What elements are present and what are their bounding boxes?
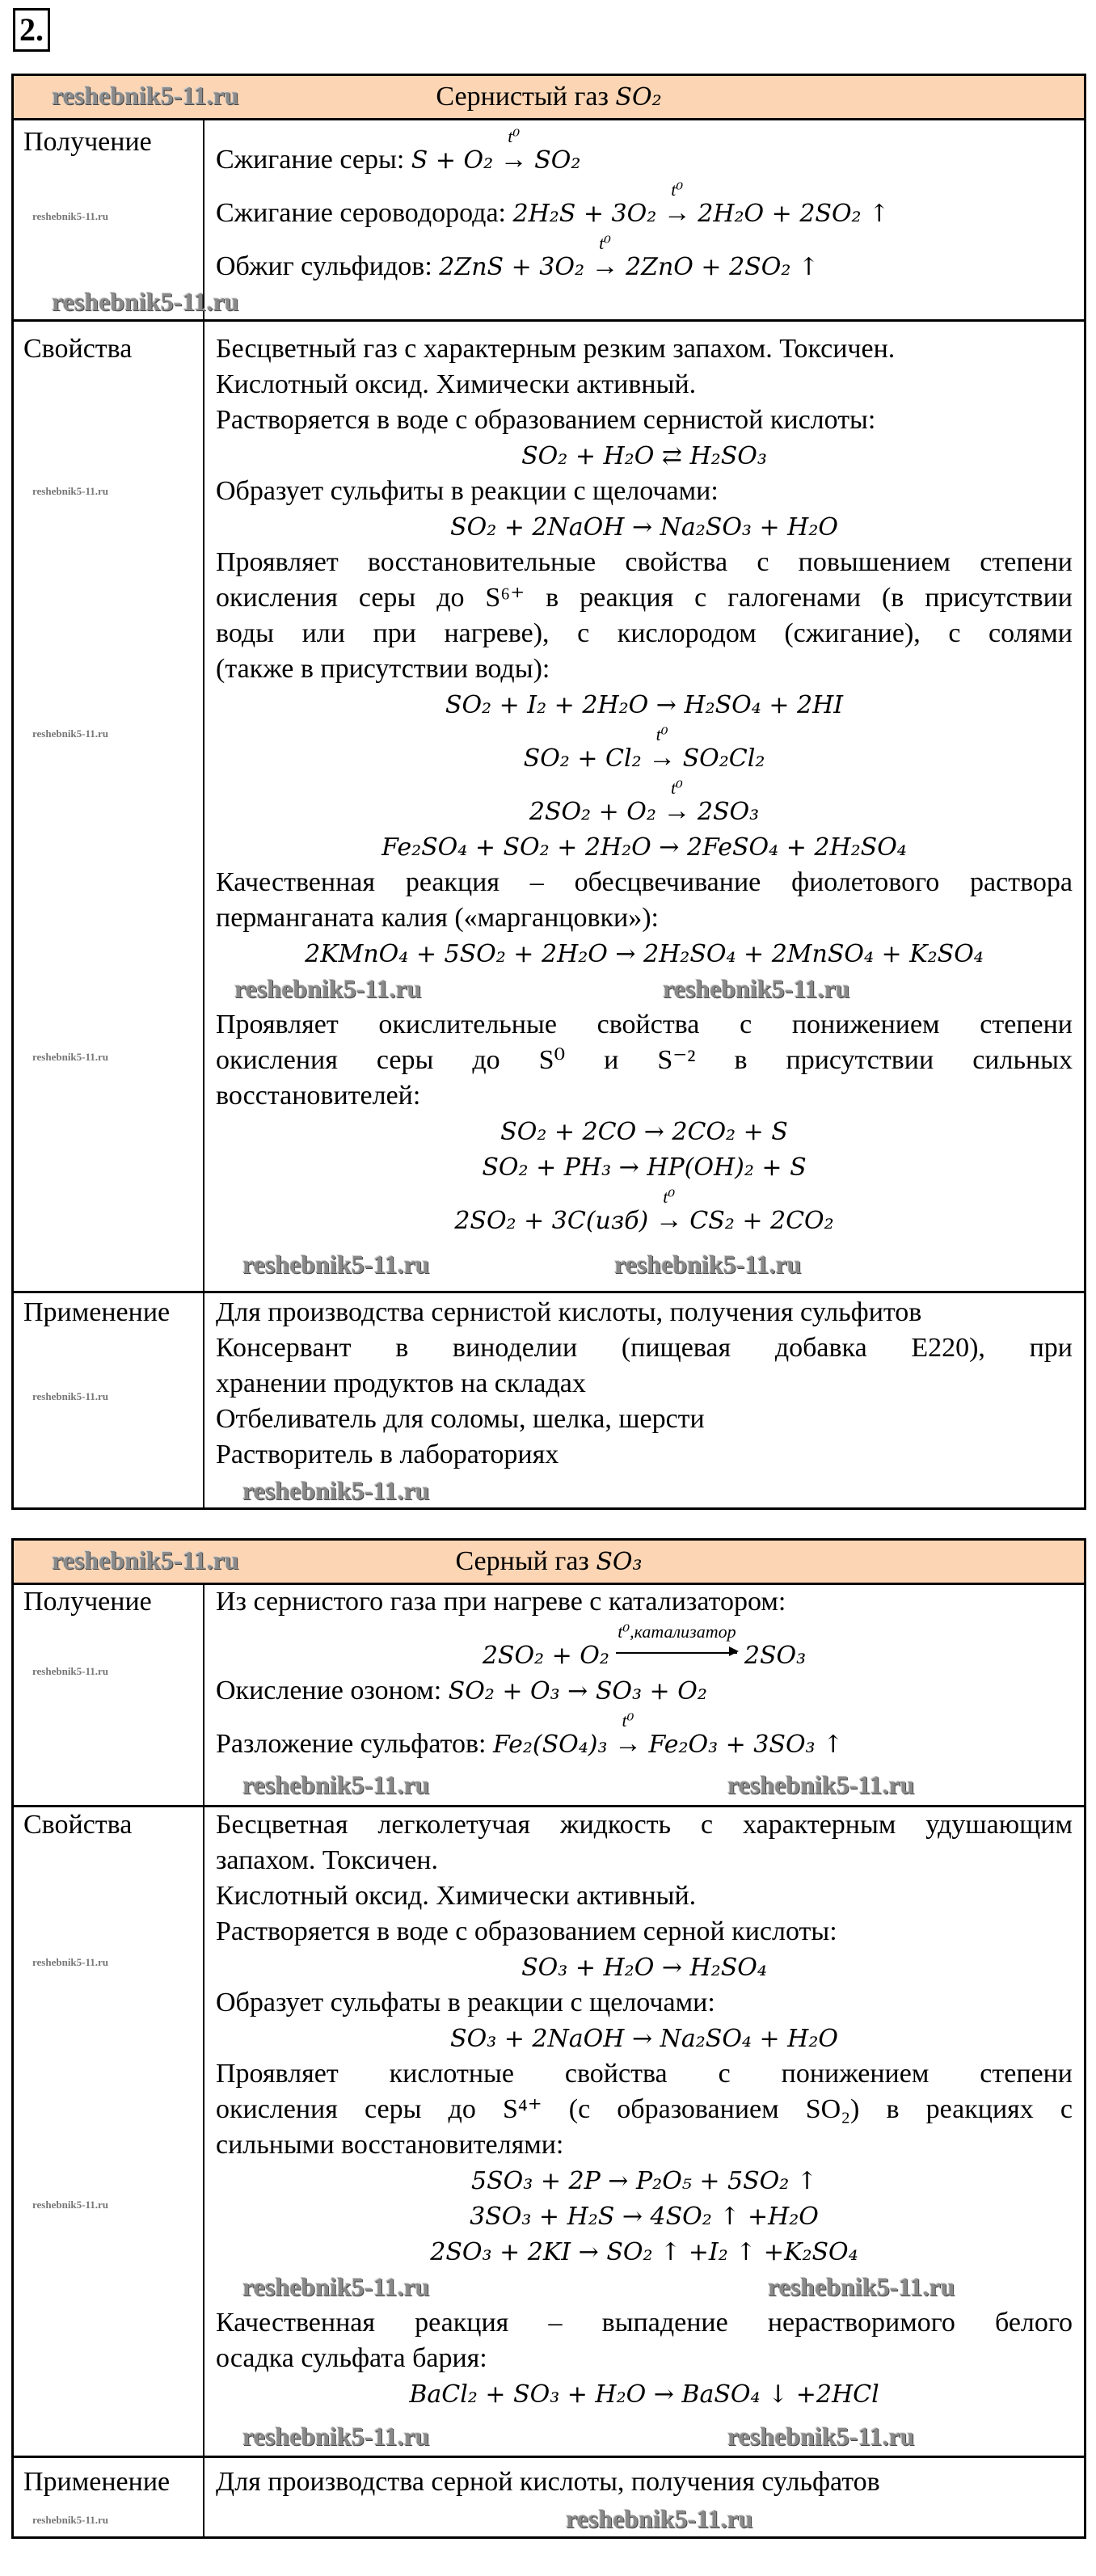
equation-line bbox=[216, 829, 1073, 865]
reaction-condition: t⁰ bbox=[655, 724, 668, 744]
text-line: запахом. Токсичен. bbox=[216, 1845, 438, 1875]
row-content bbox=[204, 1583, 1084, 1805]
watermark-logo: reshebnik5-11.ru bbox=[32, 2514, 109, 2526]
text-line: Бесцветная легколетучая жидкость с характерным удушающим bbox=[216, 1810, 1073, 1840]
equation-left: SO₂ + 2NaOH → Na₂SO₃ + H₂O bbox=[450, 513, 838, 542]
equation-right: Fe₂O₃ + 3SO₃ ↑ bbox=[648, 1731, 844, 1759]
text-line: Консервант в виноделии (пищевая добавка Е220), при bbox=[216, 1333, 1073, 1363]
watermark-logo: reshebnik5-11.ru bbox=[663, 974, 850, 1003]
reaction-arrow-icon bbox=[614, 1710, 643, 1762]
watermark-logo: reshebnik5-11.ru bbox=[32, 727, 109, 740]
text-line: Для производства серной кислоты, получения сульфатов bbox=[216, 2467, 880, 2497]
equation-left: SO₃ + 2NaOH → Na₂SO₄ + H₂O bbox=[450, 2025, 838, 2053]
equation-line bbox=[216, 2163, 1073, 2199]
watermark-logo: reshebnik5-11.ru bbox=[52, 1545, 239, 1575]
equation-line bbox=[216, 1114, 1073, 1149]
watermark-logo: reshebnik5-11.ru bbox=[32, 485, 109, 497]
equation-left: SO₂ + I₂ + 2H₂O → H₂SO₄ + 2HI bbox=[445, 691, 844, 719]
blank-line bbox=[216, 972, 1073, 1007]
text-line: перманганата калия («марганцовки»): bbox=[216, 903, 660, 933]
blank-line bbox=[216, 2270, 1073, 2305]
reaction-arrow-icon bbox=[648, 724, 677, 776]
watermark-logo: reshebnik5-11.ru bbox=[614, 1250, 802, 1279]
equation-line bbox=[216, 124, 1073, 178]
watermark-logo: reshebnik5-11.ru bbox=[32, 210, 109, 222]
reaction-condition: t⁰ bbox=[663, 1187, 676, 1207]
equation-right: SO₂Cl₂ bbox=[682, 744, 765, 773]
watermark-logo: reshebnik5-11.ru bbox=[566, 2504, 753, 2533]
table-row-application bbox=[14, 2458, 1084, 2539]
text-line: Качественная реакция – обесцвечивание фиолетового раствора bbox=[216, 867, 1073, 897]
table-header bbox=[14, 76, 1084, 120]
equation-right: 2SO₃ bbox=[697, 798, 760, 826]
text-line: окисления серы до S⁶⁺ в реакция с галогенами (в присутствии bbox=[216, 583, 1073, 613]
long-arrow-icon bbox=[616, 1652, 737, 1654]
equation-left: Fe₂(SO₄)₃ bbox=[492, 1731, 608, 1759]
equation-left: 2SO₂ + 3C(изб) bbox=[454, 1207, 649, 1235]
text-line: Растворяется в воде с образованием сернистой кислоты: bbox=[216, 405, 876, 435]
equation-line bbox=[216, 936, 1073, 972]
table-title: Серный газ bbox=[455, 1546, 596, 1576]
text-line: окисления серы до S⁰ и S⁻² в присутствии сильных bbox=[216, 1045, 1073, 1075]
equation-left: 2H₂S + 3O₂ bbox=[512, 200, 657, 228]
equation-right: SO₂ bbox=[534, 146, 581, 175]
reaction-arrow-icon bbox=[663, 778, 691, 829]
table-title: Сернистый газ bbox=[436, 82, 616, 112]
row-label: Получение bbox=[14, 1583, 204, 1805]
equation-line bbox=[216, 2376, 1073, 2412]
row-content bbox=[204, 1293, 1084, 1510]
equation-left: 2SO₂ + O₂ bbox=[529, 798, 656, 826]
text-line: осадка сульфата бария: bbox=[216, 2343, 487, 2373]
table-row-obtaining bbox=[14, 1583, 1084, 1807]
watermark-logo: reshebnik5-11.ru bbox=[242, 1476, 430, 1505]
watermark-logo: reshebnik5-11.ru bbox=[32, 2199, 109, 2211]
equation-left: SO₃ + H₂O → H₂SO₄ bbox=[521, 1954, 767, 1982]
arrow-glyph: → bbox=[663, 198, 691, 228]
watermark-logo: reshebnik5-11.ru bbox=[32, 1051, 109, 1063]
equation-left: 2ZnS + 3O₂ bbox=[439, 253, 585, 281]
equation-left: SO₂ + O₃ → SO₃ + O₂ bbox=[448, 1677, 707, 1705]
text-line: Образует сульфаты в реакции с щелочами: bbox=[216, 1988, 715, 2017]
row-label: Применение bbox=[14, 2458, 204, 2539]
reaction-condition: t⁰ bbox=[670, 778, 683, 798]
table-title-formula: SO₂ bbox=[615, 83, 662, 112]
arrow-glyph: → bbox=[500, 145, 528, 175]
equation-line bbox=[216, 509, 1073, 545]
row-label: Применение bbox=[14, 1293, 204, 1510]
table-row-properties bbox=[14, 1807, 1084, 2458]
arrow-glyph: → bbox=[655, 1205, 683, 1235]
equation-line bbox=[216, 231, 1073, 285]
watermark-logo: reshebnik5-11.ru bbox=[32, 1665, 109, 1677]
equation-left: 2SO₃ + 2KI → SO₂ ↑ +I₂ ↑ +K₂SO₄ bbox=[430, 2238, 858, 2266]
equation-line bbox=[216, 2234, 1073, 2270]
row-label: Получение bbox=[14, 118, 204, 319]
equation-left: SO₂ + H₂O ⇄ H₂SO₃ bbox=[521, 442, 767, 470]
text-line: Проявляет восстановительные свойства с повышением степени bbox=[216, 547, 1073, 577]
watermark-logo: reshebnik5-11.ru bbox=[768, 2272, 955, 2301]
watermark-logo: reshebnik5-11.ru bbox=[52, 287, 239, 316]
text-line: Проявляет окислительные свойства с понижением степени bbox=[216, 1010, 1073, 1039]
reaction-condition: t⁰,катализатор bbox=[618, 1621, 736, 1642]
task-number: 2. bbox=[13, 8, 50, 52]
reaction-arrow-icon bbox=[500, 126, 528, 178]
text-line: Кислотный оксид. Химически активный. bbox=[216, 1881, 697, 1911]
equation-right: CS₂ + 2CO₂ bbox=[689, 1207, 834, 1235]
equation-line bbox=[216, 776, 1073, 829]
equation-line bbox=[216, 1620, 1073, 1673]
reaction-arrow-icon bbox=[591, 233, 619, 285]
row-content bbox=[204, 322, 1084, 1291]
equation-line bbox=[216, 178, 1073, 231]
watermark-logo: reshebnik5-11.ru bbox=[242, 1250, 430, 1279]
watermark-logo: reshebnik5-11.ru bbox=[242, 2272, 430, 2301]
text-line: хранении продуктов на складах bbox=[216, 1368, 586, 1398]
table-row-properties bbox=[14, 322, 1084, 1293]
reaction-condition: t⁰ bbox=[622, 1710, 634, 1731]
watermark-logo: reshebnik5-11.ru bbox=[32, 1390, 109, 1402]
text-line: Отбеливатель для соломы, шелка, шерсти bbox=[216, 1404, 705, 1434]
equation-right: 2SO₃ bbox=[744, 1642, 807, 1670]
equation-line bbox=[216, 687, 1073, 723]
arrow-glyph: → bbox=[614, 1729, 643, 1759]
watermark-logo: reshebnik5-11.ru bbox=[727, 2422, 915, 2451]
equation-left: 5SO₃ + 2P → P₂O₅ + 5SO₂ ↑ bbox=[471, 2167, 817, 2195]
equation-left: 2KMnO₄ + 5SO₂ + 2H₂O → 2H₂SO₄ + 2MnSO₄ + K₂SO₄ bbox=[305, 940, 984, 968]
equation-left: SO₂ + Cl₂ bbox=[523, 744, 642, 773]
table-header bbox=[14, 1541, 1084, 1585]
equation-left: S + O₂ bbox=[411, 146, 494, 175]
text-line: Растворяется в воде с образованием серной кислоты: bbox=[216, 1916, 837, 1946]
text-line: Бесцветный газ с характерным резким запахом. Токсичен. bbox=[216, 334, 896, 364]
arrow-glyph: → bbox=[591, 251, 619, 281]
text-line: Кислотный оксид. Химически активный. bbox=[216, 369, 697, 399]
equation-line bbox=[216, 438, 1073, 474]
equation-line bbox=[216, 2021, 1073, 2056]
arrow-glyph: → bbox=[648, 743, 677, 773]
text-line: сильными восстановителями: bbox=[216, 2130, 564, 2160]
reaction-arrow-icon bbox=[663, 179, 691, 231]
row-content bbox=[204, 2458, 1084, 2539]
table-row-obtaining bbox=[14, 118, 1084, 322]
equation-right: 2H₂O + 2SO₂ ↑ bbox=[698, 200, 890, 228]
equation-left: Fe₂SO₄ + SO₂ + 2H₂O → 2FeSO₄ + 2H₂SO₄ bbox=[381, 833, 907, 862]
arrow-glyph: → bbox=[663, 796, 691, 826]
watermark-logo: reshebnik5-11.ru bbox=[52, 81, 239, 110]
reaction-condition: t⁰ bbox=[671, 179, 684, 200]
equation-caption: Сжигание серы: bbox=[216, 145, 411, 175]
equation-line bbox=[216, 1709, 1073, 1762]
row-content bbox=[204, 118, 1084, 319]
text-line: Растворитель в лабораториях bbox=[216, 1440, 559, 1469]
equation-right: 2ZnO + 2SO₂ ↑ bbox=[626, 253, 820, 281]
row-label: Свойства bbox=[14, 322, 204, 1291]
reaction-arrow-icon bbox=[655, 1187, 683, 1238]
row-label: Свойства bbox=[14, 1807, 204, 2456]
text-line: Проявляет кислотные свойства с понижением степени bbox=[216, 2059, 1073, 2089]
row-content bbox=[204, 1807, 1084, 2456]
reaction-arrow-icon bbox=[616, 1621, 737, 1673]
watermark-logo: reshebnik5-11.ru bbox=[242, 1770, 430, 1799]
table-row-application bbox=[14, 1293, 1084, 1510]
text-line: Образует сульфиты в реакции с щелочами: bbox=[216, 476, 719, 506]
equation-left: 2SO₂ + O₂ bbox=[482, 1642, 609, 1670]
table-title-formula: SO₃ bbox=[596, 1548, 643, 1576]
text-line: окисления серы до S⁴⁺ (с образованием SO₂) в реакциях с bbox=[216, 2094, 1073, 2124]
equation-left: SO₂ + 2CO → 2CO₂ + S bbox=[500, 1118, 788, 1146]
equation-line bbox=[216, 1950, 1073, 1985]
equation-line bbox=[216, 1149, 1073, 1185]
watermark-logo: reshebnik5-11.ru bbox=[727, 1770, 915, 1799]
watermark-logo: reshebnik5-11.ru bbox=[234, 974, 422, 1003]
text-line: (также в присутствии воды): bbox=[216, 654, 550, 684]
so3-table bbox=[11, 1538, 1086, 2539]
equation-caption: Обжиг сульфидов: bbox=[216, 251, 440, 281]
watermark-logo: reshebnik5-11.ru bbox=[32, 1956, 109, 1968]
so2-table bbox=[11, 74, 1086, 1510]
equation-caption: Окисление озоном: bbox=[216, 1676, 449, 1705]
watermark-logo: reshebnik5-11.ru bbox=[242, 2422, 430, 2451]
text-line: воды или при нагреве), с кислородом (сжигание), с солями bbox=[216, 618, 1073, 648]
text-line: Качественная реакция – выпадение нерастворимого белого bbox=[216, 2308, 1073, 2338]
text-line: восстановителей: bbox=[216, 1081, 421, 1111]
reaction-condition: t⁰ bbox=[599, 233, 611, 253]
equation-line bbox=[216, 1673, 1073, 1709]
equation-caption: Сжигание сероводорода: bbox=[216, 198, 513, 228]
equation-left: SO₂ + PH₃ → HP(OH)₂ + S bbox=[482, 1153, 807, 1182]
equation-left: BaCl₂ + SO₃ + H₂O → BaSO₄ ↓ +2HCl bbox=[409, 2380, 879, 2409]
equation-line bbox=[216, 2199, 1073, 2234]
equation-line bbox=[216, 723, 1073, 776]
equation-left: 3SO₃ + H₂S → 4SO₂ ↑ +H₂O bbox=[470, 2203, 819, 2231]
reaction-condition: t⁰ bbox=[508, 126, 521, 146]
text-line: Из сернистого газа при нагреве с катализатором: bbox=[216, 1587, 786, 1617]
equation-line bbox=[216, 1185, 1073, 1238]
equation-caption: Разложение сульфатов: bbox=[216, 1729, 493, 1759]
text-line: Для производства сернистой кислоты, получения сульфитов bbox=[216, 1297, 922, 1327]
